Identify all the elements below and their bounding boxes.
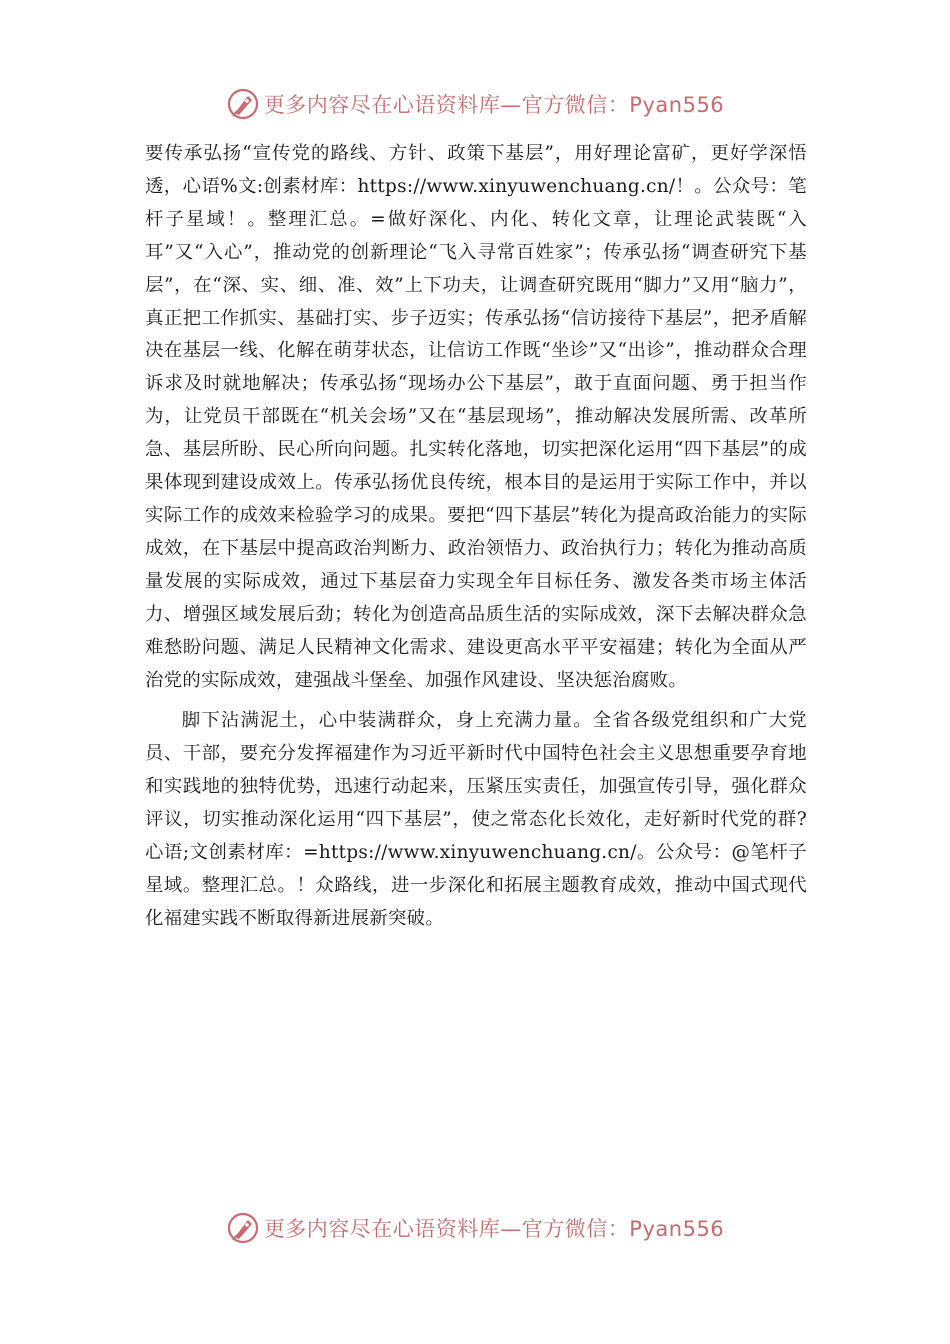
footer-banner [0, 1208, 950, 1248]
pen-nib-logo-icon [226, 87, 260, 121]
header-banner-text: 更多内容尽在心语资料库—官方微信：Pyan556 [263, 93, 725, 117]
paragraph-2: 脚下沾满泥土，心中装满群众，身上充满力量。全省各级党组织和广大党员、干部，要充分发挥福建作为习近平新时代中国特色社会主义思想重要孕育地和实践地的独特优势，迅速行动起来，压紧压实责任，加强宣传引导，强化群众评议，切实推动深化运用“四下基层”，使之常态化长效化，走好新时代党的群?心语;文创素材库：=https://www.xinyuwenchuang.cn/。公众号：@笔杆子星域。整理汇总。！众路线，进一步深化和拓展主题教育成效，推动中国式现代化福建实践不断取得新进展新突破。 [145, 710, 807, 929]
paragraph-1: 要传承弘扬“宣传党的路线、方针、政策下基层”，用好理论富矿，更好学深悟透，心语%文:创素材库：https://www.xinyuwenchuang.cn/！。公众号：笔杆子星域！。整理汇总。=做好深化、内化、转化文章，让理论武装既“入耳”又“入心”，推动党的创新理论“飞入寻常百姓家”；传承弘扬“调查研究下基层”，在“深、实、细、准、效”上下功夫，让调查研究既用“脚力”又用“脑力”，真正把工作抓实、基础打实、步子迈实；传承弘扬“信访接待下基层”，把矛盾解决在基层一线、化解在萌芽状态，让信访工作既“坐诊”又“出诊”，推动群众合理诉求及时就地解决；传承弘扬“现场办公下基层”，敢于直面问题、勇于担当作为，让党员干部既在“机关会场”又在“基层现场”，推动解决发展所需、改革所急、基层所盼、民心所向问题。扎实转化落地，切实把深化运用“四下基层”的成果体现到建设成效上。传承弘扬优良传统，根本目的是运用于实际工作中，并以实际工作的成效来检验学习的成果。要把“四下基层”转化为提高政治能力的实际成效，在下基层中提高政治判断力、政治领悟力、政治执行力；转化为推动高质量发展的实际成效，通过下基层奋力实现全年目标任务、激发各类市场主体活力、增强区域发展后劲；转化为创造高品质生活的实际成效，深下去解决群众急难愁盼问题、满足人民精神文化需求、建设更高水平平安福建；转化为全面从严治党的实际成效，建强战斗堡垒、加强作风建设、坚决惩治腐败。 [145, 143, 807, 691]
pen-nib-logo-icon [226, 1211, 260, 1245]
header-banner [0, 84, 950, 124]
document-body [145, 138, 807, 936]
footer-banner-text: 更多内容尽在心语资料库—官方微信：Pyan556 [263, 1217, 725, 1241]
